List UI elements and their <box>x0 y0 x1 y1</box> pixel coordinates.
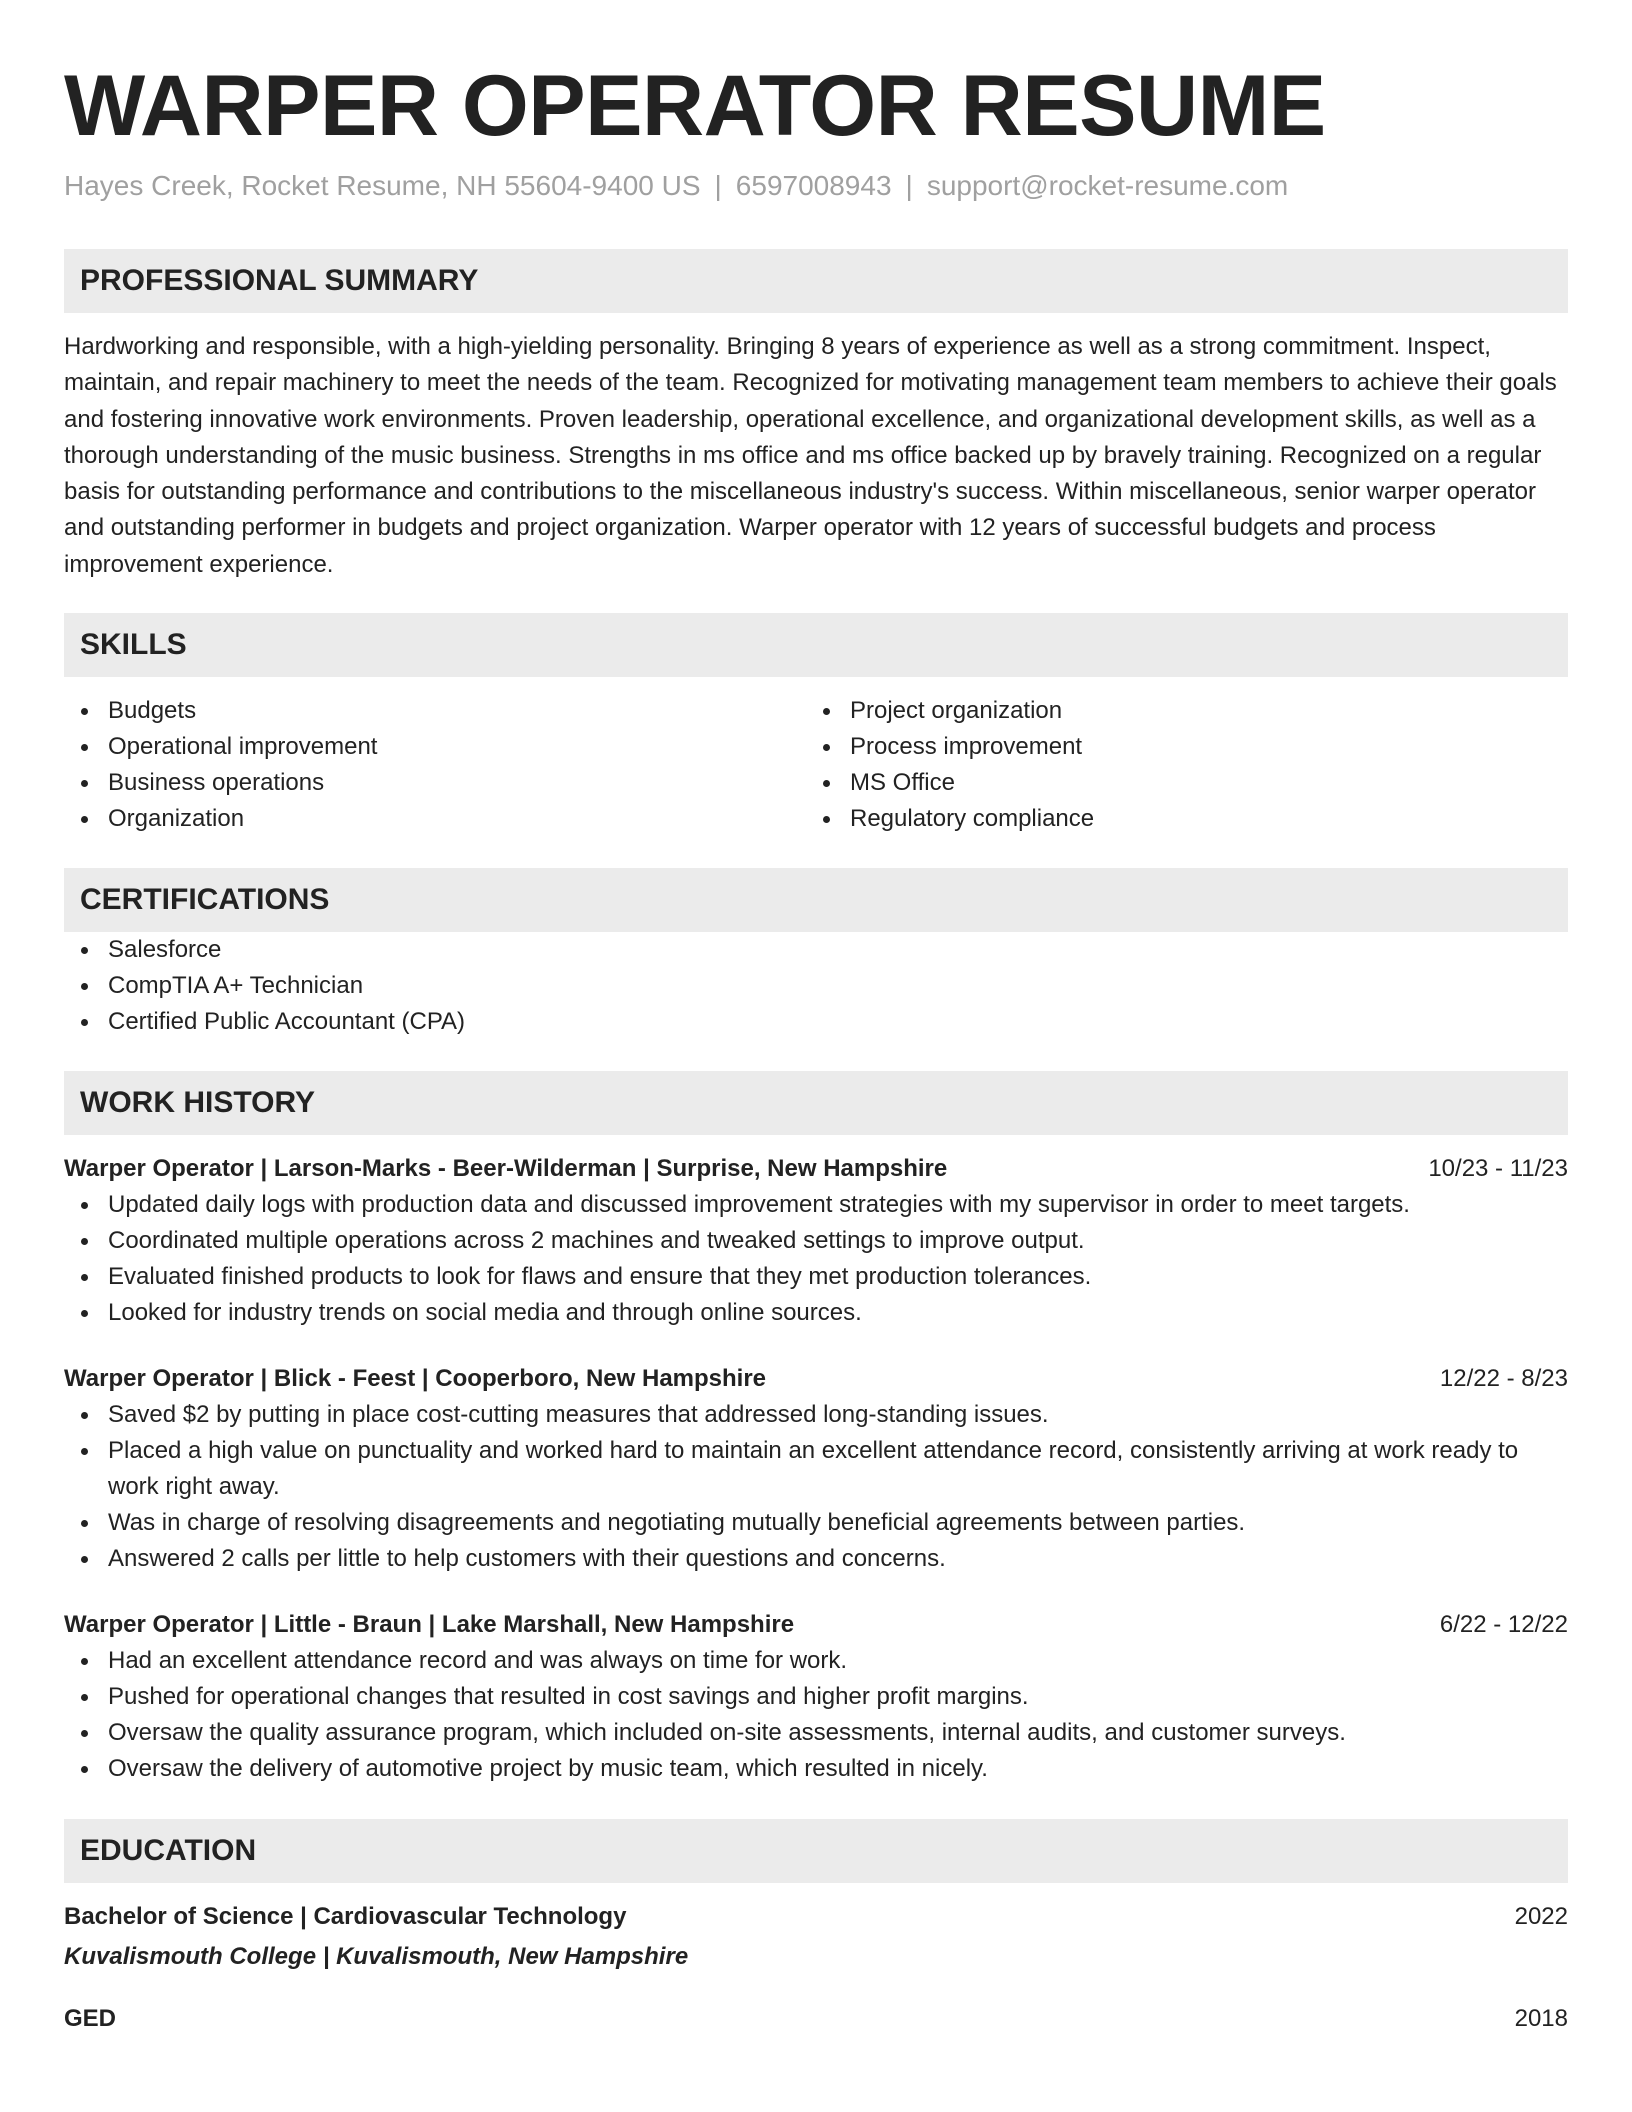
job-title: Warper Operator | Blick - Feest | Cooperboro, New Hampshire <box>64 1365 767 1393</box>
job-bullets <box>64 1187 1568 1331</box>
job-entry <box>64 1361 1568 1577</box>
skills-heading: SKILLS <box>64 613 1568 677</box>
job-bullet: Evaluated finished products to look for flaws and ensure that they met production tolerances. <box>64 1259 1568 1295</box>
job-dates: 10/23 - 11/23 <box>1428 1155 1568 1183</box>
education-year: 2022 <box>1514 1903 1568 1931</box>
contact-separator: | <box>714 170 722 201</box>
job-header <box>64 1607 1568 1643</box>
certification-item: Salesforce <box>64 932 1568 968</box>
job-bullet: Looked for industry trends on social media and through online sources. <box>64 1295 1568 1331</box>
job-title: Warper Operator | Larson-Marks - Beer-Wilderman | Surprise, New Hampshire <box>64 1155 948 1183</box>
skill-item: Operational improvement <box>64 729 806 765</box>
skill-item: Regulatory compliance <box>806 801 1566 837</box>
job-bullet: Had an excellent attendance record and was always on time for work. <box>64 1643 1568 1679</box>
certification-item: CompTIA A+ Technician <box>64 968 1568 1004</box>
job-entry <box>64 1151 1568 1331</box>
job-header <box>64 1151 1568 1187</box>
job-dates: 6/22 - 12/22 <box>1439 1611 1568 1639</box>
resume-title: WARPER OPERATOR RESUME <box>64 58 1326 154</box>
skill-item: Budgets <box>64 693 806 729</box>
skill-item: Business operations <box>64 765 806 801</box>
job-bullet: Was in charge of resolving disagreements and negotiating mutually beneficial agreements between parties. <box>64 1505 1568 1541</box>
job-bullets <box>64 1397 1568 1577</box>
job-bullet: Placed a high value on punctuality and worked hard to maintain an excellent attendance record, consistently arriving at work ready to work right away. <box>64 1433 1568 1505</box>
job-bullet: Oversaw the delivery of automotive project by music team, which resulted in nicely. <box>64 1751 1568 1787</box>
education-entry-header <box>64 2001 1568 2037</box>
summary-text: Hardworking and responsible, with a high-yielding personality. Bringing 8 years of experience as well as a strong commitment. Inspect, maintain, and repair machinery to meet the needs of the team. Recognized for motivating management team members to achieve their goals and fostering innovative work environments. Proven leadership, operational excellence, and organizational development skills, as well as a thorough understanding of the music business. Strengths in ms office and ms office backed up by bravely training. Recognized on a regular basis for outstanding performance and contributions to the miscellaneous industry's success. Within miscellaneous, senior warper operator and outstanding performer in budgets and project organization. Warper operator with 12 years of successful budgets and process improvement experience. <box>64 333 1557 578</box>
education-school: Kuvalismouth College | Kuvalismouth, New Hampshire <box>64 1943 689 1971</box>
job-bullet: Coordinated multiple operations across 2 machines and tweaked settings to improve output. <box>64 1223 1568 1259</box>
contact-separator: | <box>905 170 913 201</box>
education-year: 2018 <box>1514 2005 1568 2033</box>
contact-email[interactable]: support@rocket-resume.com <box>926 170 1289 201</box>
education-heading: EDUCATION <box>64 1819 1568 1883</box>
job-bullet: Saved $2 by putting in place cost-cutting measures that addressed long-standing issues. <box>64 1397 1568 1433</box>
job-entry <box>64 1607 1568 1787</box>
work-history-heading: WORK HISTORY <box>64 1071 1568 1135</box>
education-degree: Bachelor of Science | Cardiovascular Technology <box>64 1903 627 1931</box>
job-bullets <box>64 1643 1568 1787</box>
certification-item: Certified Public Accountant (CPA) <box>64 1004 1568 1040</box>
skill-item: Process improvement <box>806 729 1566 765</box>
job-title: Warper Operator | Little - Braun | Lake Marshall, New Hampshire <box>64 1611 795 1639</box>
skill-item: MS Office <box>806 765 1566 801</box>
contact-address: Hayes Creek, Rocket Resume, NH 55604-9400 US <box>64 170 701 201</box>
contact-line <box>64 168 1568 204</box>
job-bullet: Updated daily logs with production data and discussed improvement strategies with my supervisor in order to meet targets. <box>64 1187 1568 1223</box>
job-bullet: Pushed for operational changes that resulted in cost savings and higher profit margins. <box>64 1679 1568 1715</box>
education-degree: GED <box>64 2005 117 2033</box>
job-dates: 12/22 - 8/23 <box>1439 1365 1568 1393</box>
skills-list-right <box>806 693 1566 837</box>
job-bullet: Answered 2 calls per little to help customers with their questions and concerns. <box>64 1541 1568 1577</box>
education-entry-header <box>64 1899 1568 1935</box>
skill-item: Project organization <box>806 693 1566 729</box>
certifications-heading: CERTIFICATIONS <box>64 868 1568 932</box>
skills-grid <box>64 693 1568 837</box>
skills-list-left <box>64 693 806 837</box>
certifications-list <box>64 932 1568 1040</box>
job-bullet: Oversaw the quality assurance program, which included on-site assessments, internal audits, and customer surveys. <box>64 1715 1568 1751</box>
summary-heading: PROFESSIONAL SUMMARY <box>64 249 1568 313</box>
job-header <box>64 1361 1568 1397</box>
contact-phone[interactable]: 6597008943 <box>735 170 892 201</box>
skill-item: Organization <box>64 801 806 837</box>
